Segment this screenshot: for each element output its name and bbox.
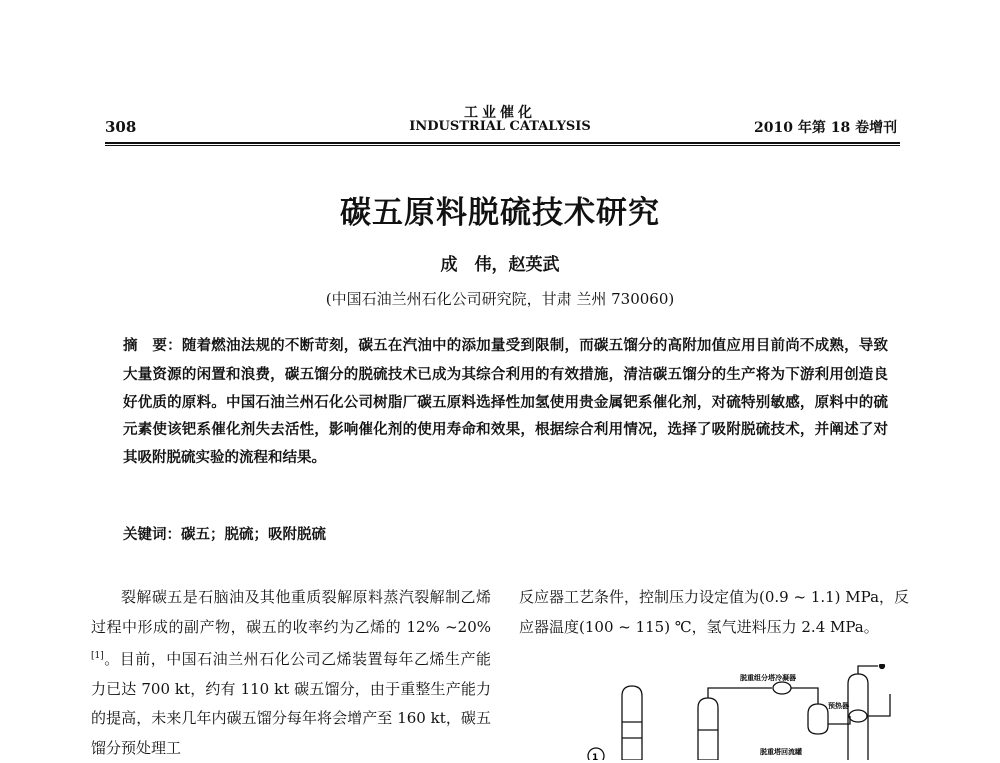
citation-ref: [1] <box>91 651 104 661</box>
reflux-drum <box>808 704 828 734</box>
article-affiliation: (中国石油兰州石化公司研究院，甘肃 兰州 730060) <box>325 290 675 308</box>
abstract-label: 摘 要： <box>123 338 182 354</box>
body-column-left <box>91 583 491 763</box>
label-reflux-drum: 脱重塔回流罐 <box>760 748 802 756</box>
label-marker: 1 <box>592 753 599 760</box>
abstract <box>123 332 888 472</box>
keywords <box>123 523 326 544</box>
condenser <box>773 682 791 694</box>
header-rule-thin <box>105 145 900 146</box>
body-left-part1: 裂解碳五是石脑油及其他重质裂解原料蒸汽裂解制乙烯过程中形成的副产物，碳五的收率约为乙烯的 12% ~20% <box>91 588 491 636</box>
article-title: 碳五原料脱硫技术研究 <box>340 195 660 231</box>
body-left-part2: 。目前，中国石油兰州石化公司乙烯装置每年乙烯生产能力已达 700 kt，约有 110 kt 碳五馏分，由于重整生产能力的提高，未来几年内碳五馏分每年将会增产至 160 kt，碳五馏分预处理工 <box>91 650 491 757</box>
abstract-text: 随着燃油法规的不断苛刻，碳五在汽油中的添加量受到限制，而碳五馏分的高附加值应用目前尚不成熟，导致大量资源的闲置和浪费，碳五馏分的脱硫技术已成为其综合利用的有效措施，清洁碳五馏分的生产将为下游利用创造良好优质的原料。中国石油兰州石化公司树脂厂碳五原料选择性加氢使用贵金属钯系催化剂，对硫特别敏感，原料中的硫元素使该钯系催化剂失去活性，影响催化剂的使用寿命和效果，根据综合利用情况，选择了吸附脱硫技术，并阐述了对其吸附脱硫实验的流程和结果。 <box>123 337 889 467</box>
preheater <box>849 710 867 722</box>
column-3 <box>848 674 868 760</box>
issue-info: 2010 年第 18 卷增刊 <box>754 120 898 136</box>
page-number: 308 <box>105 118 137 136</box>
keywords-text: 碳五；脱硫；吸附脱硫 <box>181 526 326 543</box>
column-2 <box>698 698 718 760</box>
label-condenser: 脱重组分塔冷凝器 <box>740 674 796 682</box>
header-rule <box>105 142 900 144</box>
journal-title-en: INDUSTRIAL CATALYSIS <box>409 119 591 134</box>
article-authors: 成 伟，赵英武 <box>440 255 560 275</box>
body-column-right: 反应器工艺条件，控制压力设定值为(0.9 ~ 1.1) MPa，反应器温度(100 ~ 115) ℃，氢气进料压力 2.4 MPa。 <box>519 588 910 636</box>
journal-title-cn: 工业催化 <box>464 105 536 121</box>
process-flow-diagram <box>560 664 920 760</box>
keywords-label: 关键词： <box>123 527 181 543</box>
column-1 <box>622 686 642 760</box>
label-preheater: 预热器 <box>828 702 849 710</box>
